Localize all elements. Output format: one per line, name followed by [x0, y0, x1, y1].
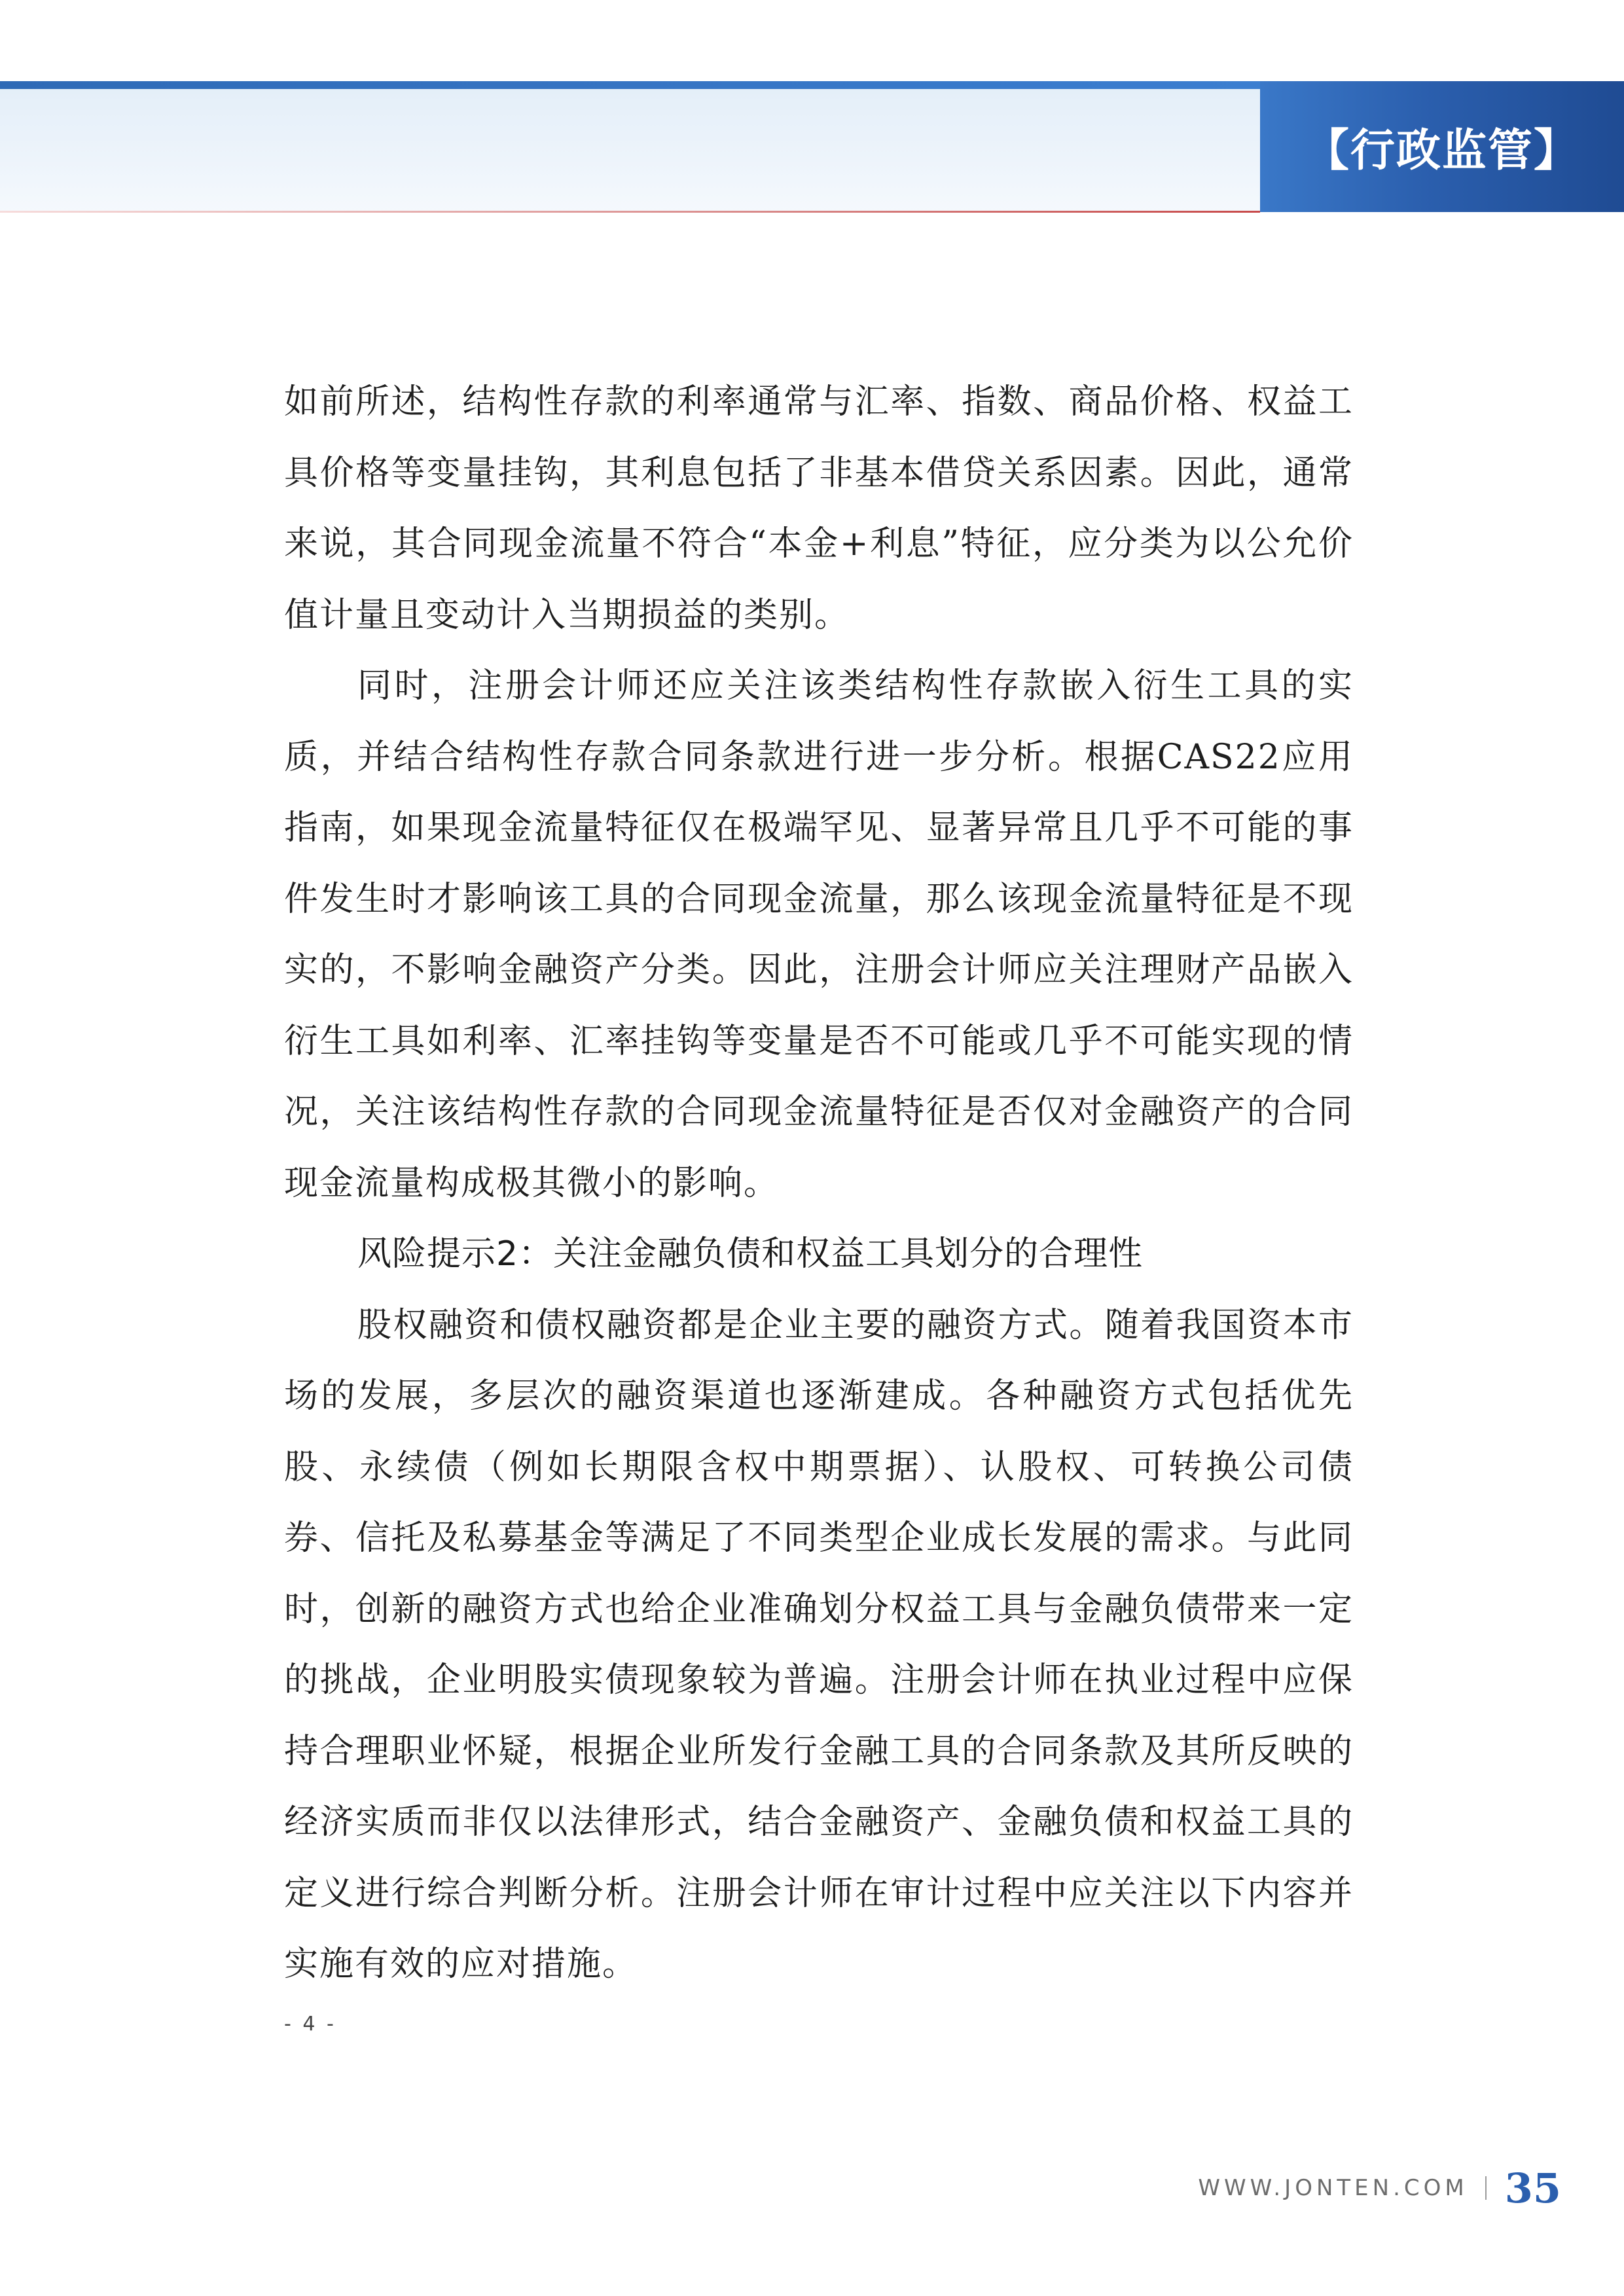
risk-heading-2: 风险提示2：关注金融负债和权益工具划分的合理性	[357, 1234, 1144, 1274]
footer	[1198, 2165, 1561, 2211]
header-top-line	[0, 81, 1260, 89]
page-number: 35	[1504, 2164, 1561, 2212]
header-accent-line	[0, 211, 1260, 213]
section-tag: 【行政监管】	[1260, 81, 1624, 212]
footer-divider	[1485, 2176, 1487, 2200]
paragraph-2: 同时，注册会计师还应关注该类结构性存款嵌入衍生工具的实质，并结合结构性存款合同条款进行进一步分析。根据CAS22应用指南，如果现金流量特征仅在极端罕见、显著异常且几乎不可能的事件发生时才影响该工具的合同现金流量，那么该现金流量特征是不现实的，不影响金融资产分类。因此，注册会计师应关注理财产品嵌入衍生工具如利率、汇率挂钩等变量是否不可能或几乎不可能实现的情况，关注该结构性存款的合同现金流量特征是否仅对金融资产的合同现金流量构成极其微小的影响。	[284, 666, 1354, 1203]
article-body	[284, 367, 1354, 2000]
website-link[interactable]: WWW.JONTEN.COM	[1198, 2175, 1468, 2201]
paragraph-3: 股权融资和债权融资都是企业主要的融资方式。随着我国资本市场的发展，多层次的融资渠道也逐渐建成。各种融资方式包括优先股、永续债（例如长期限含权中期票据）、认股权、可转换公司债券、信托及私募基金等满足了不同类型企业成长发展的需求。与此同时，创新的融资方式也给企业准确划分权益工具与金融负债带来一定的挑战，企业明股实债现象较为普遍。注册会计师在执业过程中应保持合理职业怀疑，根据企业所发行金融工具的合同条款及其所反映的经济实质而非仅以法律形式，结合金融资产、金融负债和权益工具的定义进行综合判断分析。注册会计师在审计过程中应关注以下内容并实施有效的应对措施。	[284, 1305, 1354, 1984]
paragraph-1: 如前所述，结构性存款的利率通常与汇率、指数、商品价格、权益工具价格等变量挂钩，其利息包括了非基本借贷关系因素。因此，通常来说，其合同现金流量不符合“本金+利息”特征，应分类为以公允价值计量且变动计入当期损益的类别。	[284, 382, 1354, 635]
inner-page-number: - 4 -	[284, 2013, 336, 2036]
